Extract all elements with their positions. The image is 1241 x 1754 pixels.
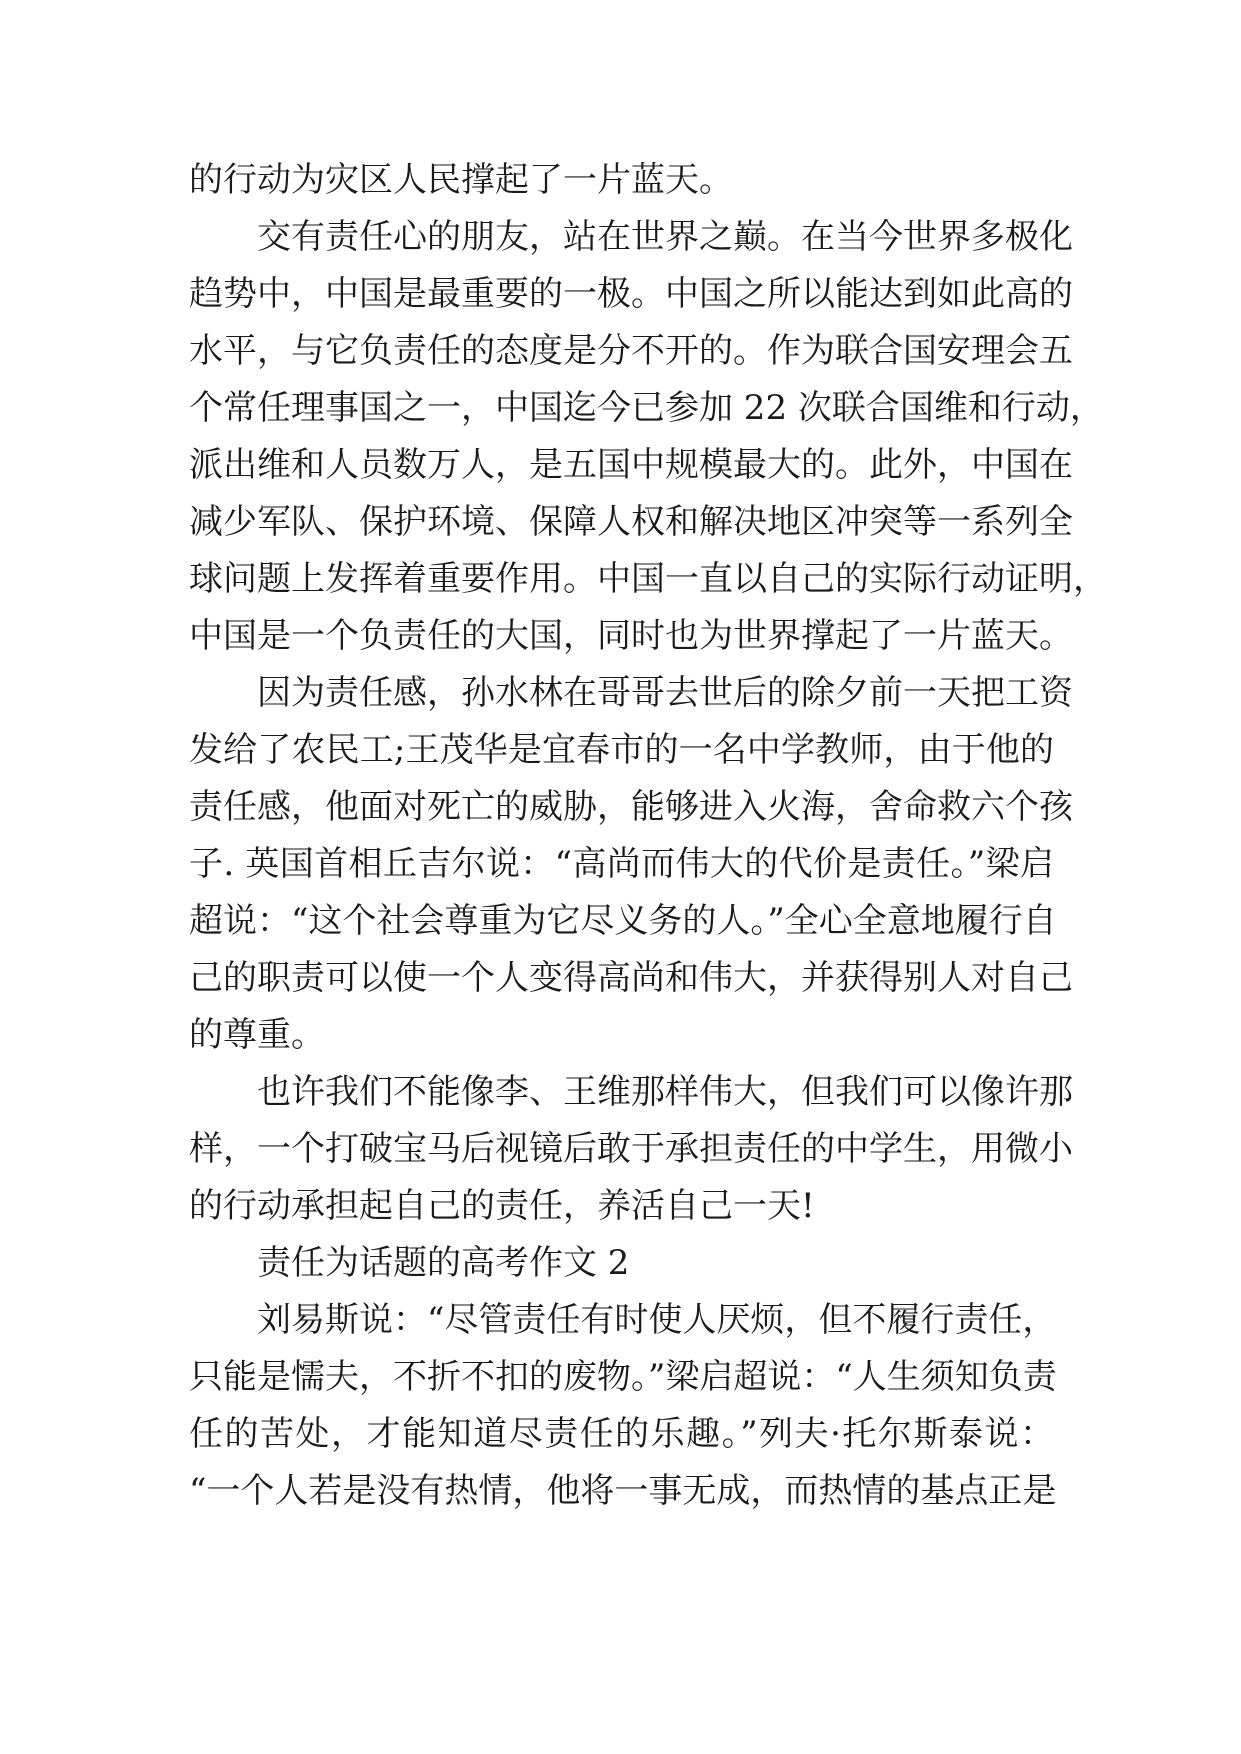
- text-line: 超说：“这个社会尊重为它尽义务的人。”全心全意地履行自: [189, 901, 1057, 941]
- text-line: 派出维和人员数万人，是五国中规模最大的。此外，中国在: [189, 445, 1073, 485]
- text-line: 样，一个打破宝马后视镜后敢于承担责任的中学生，用微小: [189, 1129, 1073, 1169]
- text-line: 子. 英国首相丘吉尔说：“高尚而伟大的代价是责任。”梁启: [189, 844, 1054, 884]
- text-line: “一个人若是没有热情，他将一事无成，而热情的基点正是: [189, 1471, 1057, 1511]
- text-line: 的尊重。: [189, 1015, 325, 1055]
- text-line: 趋势中，中国是最重要的一极。中国之所以能达到如此高的: [189, 274, 1073, 314]
- text-line: 的行动为灾区人民撑起了一片蓝天。: [189, 160, 733, 200]
- text-line: 球问题上发挥着重要作用。中国一直以自己的实际行动证明，: [189, 559, 1107, 599]
- text-line: 任的苦处，才能知道尽责任的乐趣。”列夫·托尔斯泰说：: [189, 1414, 1054, 1454]
- text-line: 中国是一个负责任的大国，同时也为世界撑起了一片蓝天。: [189, 616, 1073, 656]
- text-line: 减少军队、保护环境、保障人权和解决地区冲突等一系列全: [189, 502, 1073, 542]
- paragraph-start-line: 因为责任感，孙水林在哥哥去世后的除夕前一天把工资: [257, 673, 1073, 713]
- paragraph-start-line: 交有责任心的朋友，站在世界之巅。在当今世界多极化: [257, 217, 1073, 257]
- section-heading: 责任为话题的高考作文 2: [257, 1243, 630, 1283]
- text-line: 个常任理事国之一，中国迄今已参加 22 次联合国维和行动，: [189, 388, 1104, 428]
- text-line: 责任感，他面对死亡的威胁，能够进入火海，舍命救六个孩: [189, 787, 1073, 827]
- paragraph-start-line: 也许我们不能像李、王维那样伟大，但我们可以像许那: [257, 1072, 1073, 1112]
- text-line: 只能是懦夫，不折不扣的废物。”梁启超说：“人生须知负责: [189, 1357, 1057, 1397]
- text-line: 己的职责可以使一个人变得高尚和伟大，并获得别人对自己: [189, 958, 1073, 998]
- text-line: 水平，与它负责任的态度是分不开的。作为联合国安理会五: [189, 331, 1073, 371]
- essay-body: [189, 152, 1107, 1520]
- text-line: 发给了农民工;王茂华是宜春市的一名中学教师，由于他的: [189, 730, 1055, 770]
- text-line: 的行动承担起自己的责任，养活自己一天!: [189, 1186, 815, 1226]
- paragraph-start-line: 刘易斯说：“尽管责任有时使人厌烦，但不履行责任，: [257, 1300, 1057, 1340]
